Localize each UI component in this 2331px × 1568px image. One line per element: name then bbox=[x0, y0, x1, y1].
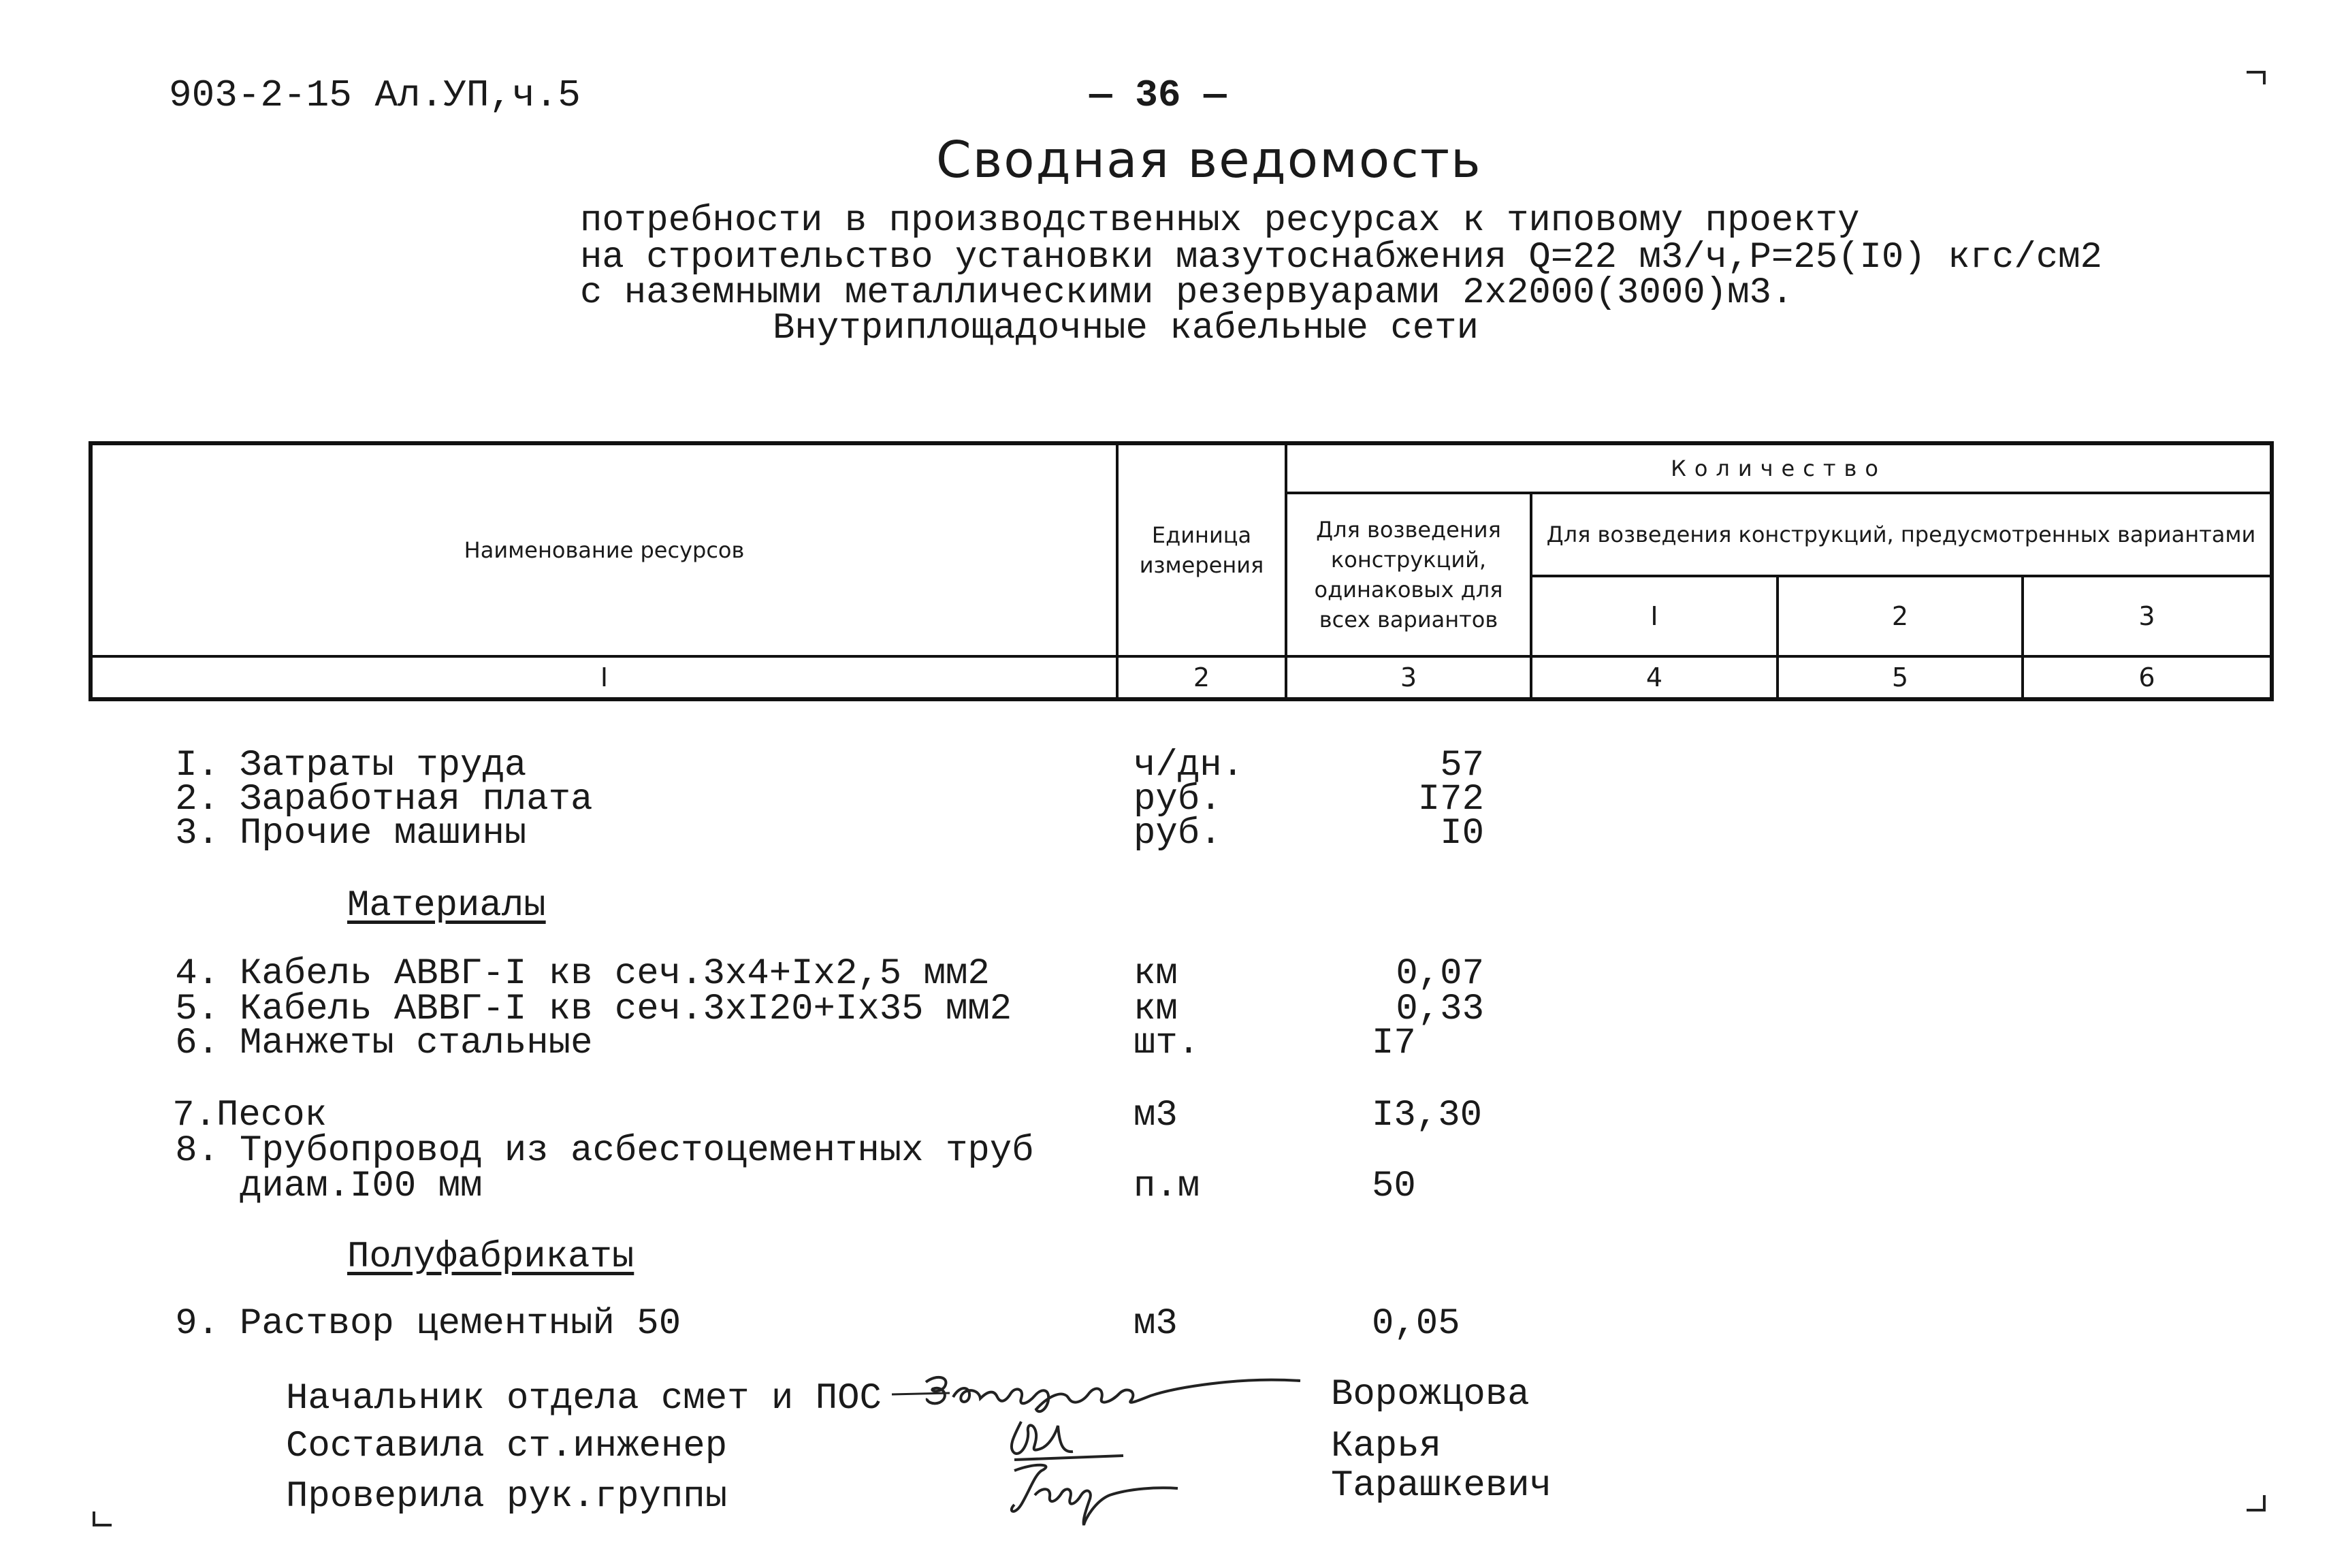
row-unit: ч/дн. bbox=[1134, 745, 1244, 786]
column-number-2: 2 bbox=[1117, 656, 1286, 699]
resource-table-header bbox=[89, 441, 2274, 701]
row-name: Кабель АВВГ-I кв сеч.3хI20+Iх35 мм2 bbox=[240, 989, 1012, 1030]
signature-role-head: Начальник отдела смет и ПОС bbox=[286, 1378, 882, 1420]
row-number: 4. bbox=[175, 953, 219, 995]
subtitle-line-4: Внутриплощадочные кабельные сети bbox=[773, 308, 1479, 349]
row-name: Прочие машины bbox=[240, 813, 527, 854]
column-header-common: Для возведения конструкций, одинаковых для всех вариантов bbox=[1286, 493, 1531, 656]
section-materials: Материалы bbox=[347, 885, 546, 927]
row-number: 5. bbox=[175, 989, 219, 1030]
row-unit: м3 bbox=[1134, 1303, 1178, 1345]
section-semi-products: Полуфабрикаты bbox=[347, 1236, 634, 1278]
row-unit: руб. bbox=[1134, 779, 1222, 820]
row-name: Затраты труда bbox=[240, 745, 527, 786]
row-number: 8. bbox=[175, 1130, 219, 1172]
column-header-name: Наименование ресурсов bbox=[91, 443, 1117, 656]
row-value: 0,05 bbox=[1372, 1303, 1460, 1345]
handwritten-signature-head bbox=[885, 1362, 1307, 1423]
row-unit: шт. bbox=[1134, 1023, 1200, 1064]
row-unit: км bbox=[1134, 953, 1178, 995]
subtitle-line-1: потребности в производственных ресурсах к типовому проекту bbox=[580, 200, 1860, 242]
row-unit: м3 bbox=[1134, 1095, 1178, 1136]
page-title: Сводная ведомость bbox=[936, 131, 1482, 189]
crop-mark-top-right bbox=[2247, 71, 2266, 84]
row-name: Трубопровод из асбестоцементных труб bbox=[240, 1130, 1034, 1172]
row-value: I7 bbox=[1372, 1023, 1416, 1064]
crop-mark-bottom-right bbox=[2247, 1495, 2266, 1511]
column-header-variant-1: I bbox=[1531, 576, 1778, 656]
row-number: 6. bbox=[175, 1023, 219, 1064]
signature-role-engineer: Составила ст.инженер bbox=[286, 1426, 728, 1467]
crop-mark-bottom-left bbox=[93, 1511, 112, 1526]
row-value: I72 bbox=[1417, 779, 1484, 820]
column-number-1: I bbox=[91, 656, 1117, 699]
signature-name-head: Ворожцова bbox=[1331, 1374, 1530, 1415]
document-code: 903-2-15 Ал.УП,ч.5 bbox=[169, 74, 581, 117]
signature-name-engineer: Карья bbox=[1331, 1426, 1442, 1467]
column-number-6: 6 bbox=[2023, 656, 2272, 699]
row-value: I3,30 bbox=[1372, 1095, 1483, 1136]
row-value: 50 bbox=[1372, 1166, 1416, 1207]
column-header-variants: Для возведения конструкций, предусмотренных вариантами bbox=[1531, 493, 2272, 576]
row-value: 0,33 bbox=[1396, 989, 1484, 1030]
row-unit: руб. bbox=[1134, 813, 1222, 854]
page-number: — 36 — bbox=[1089, 74, 1227, 117]
column-number-3: 3 bbox=[1286, 656, 1531, 699]
row-number: 2. bbox=[175, 779, 219, 820]
subtitle-line-3: с наземными металлическими резервуарами 2х2000(3000)м3. bbox=[580, 272, 1794, 314]
row-name: Песок bbox=[216, 1095, 327, 1136]
handwritten-signature-group-lead bbox=[994, 1457, 1185, 1532]
signature-role-group-lead: Проверила рук.группы bbox=[286, 1476, 728, 1518]
row-number: 9. bbox=[175, 1303, 219, 1345]
column-header-variant-3: 3 bbox=[2023, 576, 2272, 656]
row-name: Раствор цементный 50 bbox=[240, 1303, 681, 1345]
column-number-4: 4 bbox=[1531, 656, 1778, 699]
row-number: 7. bbox=[172, 1095, 216, 1136]
column-header-unit: Единица измерения bbox=[1117, 443, 1286, 656]
signature-name-group-lead: Тарашкевич bbox=[1331, 1465, 1552, 1507]
row-number: 3. bbox=[175, 813, 219, 854]
row-number: I. bbox=[175, 745, 219, 786]
row-value: I0 bbox=[1440, 813, 1484, 854]
row-unit: п.м bbox=[1134, 1166, 1200, 1207]
row-value: 0,07 bbox=[1396, 953, 1484, 995]
column-header-variant-2: 2 bbox=[1778, 576, 2023, 656]
row-unit: км bbox=[1134, 989, 1178, 1030]
row-value: 57 bbox=[1440, 745, 1484, 786]
row-name: Заработная плата bbox=[240, 779, 593, 820]
column-header-quantity: Количество bbox=[1286, 443, 2272, 493]
subtitle-line-2: на строительство установки мазутоснабжения Q=22 м3/ч,Р=25(I0) кгс/см2 bbox=[580, 237, 2102, 278]
column-number-5: 5 bbox=[1778, 656, 2023, 699]
row-name: Кабель АВВГ-I кв сеч.3х4+Iх2,5 мм2 bbox=[240, 953, 990, 995]
row-name-continued: диам.I00 мм bbox=[240, 1166, 483, 1207]
row-name: Манжеты стальные bbox=[240, 1023, 593, 1064]
